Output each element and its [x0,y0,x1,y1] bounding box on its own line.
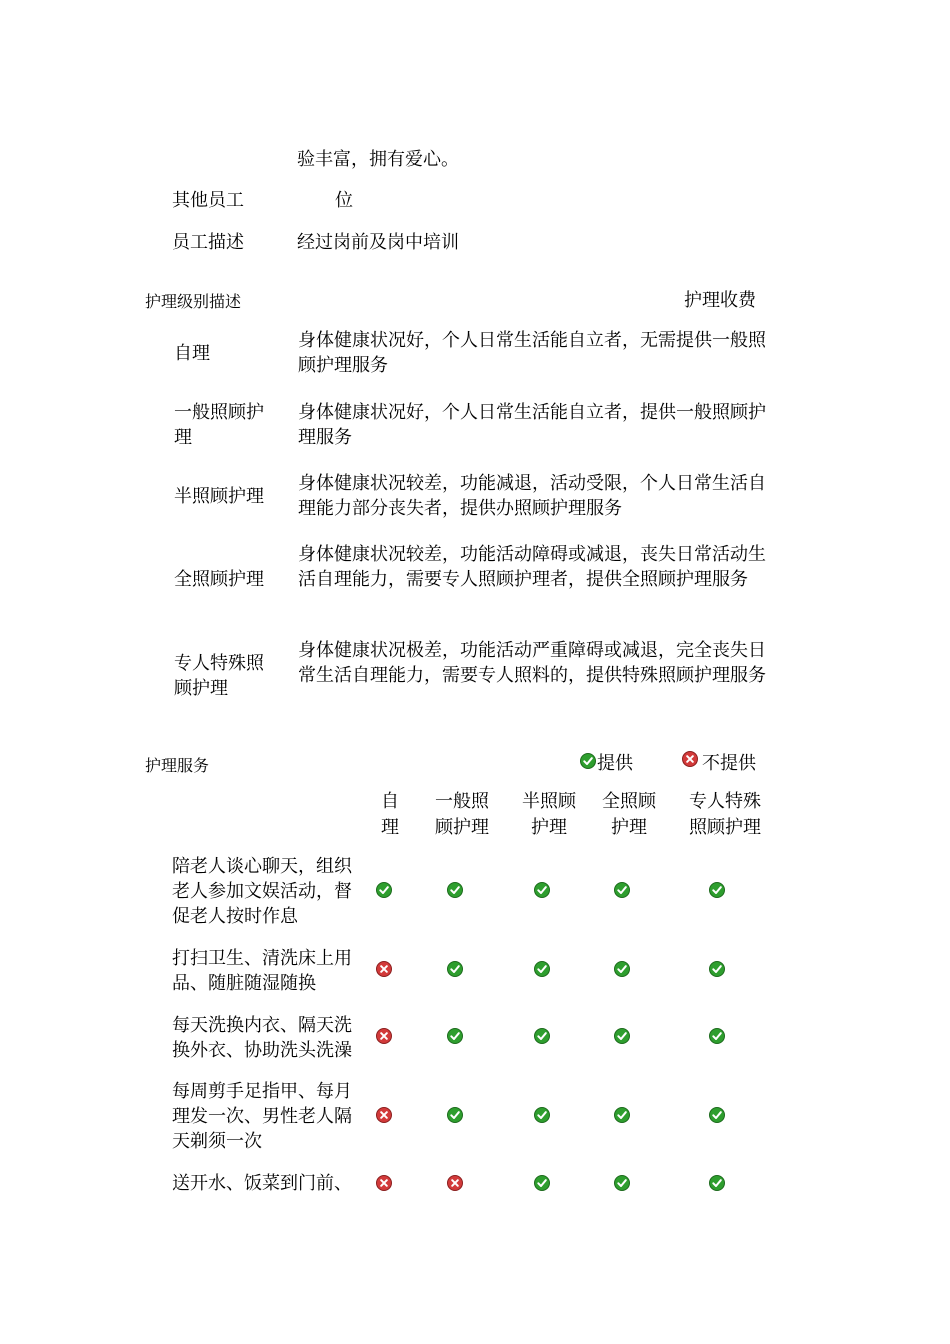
level-name: 一般照顾护理 [174,402,264,448]
cross-icon [682,751,698,767]
cross-icon [376,1107,392,1123]
column-header: 专人特殊照顾护理 [689,791,761,838]
services-header: 护理服务 [145,756,210,775]
service-row-text: 陪老人谈心聊天，组织老人参加文娱活动，督促老人按时作息 [172,856,352,927]
column-header: 一般照顾护理 [435,791,489,838]
check-icon [447,1107,463,1123]
legend-not-provide: 不提供 [702,753,756,774]
cross-icon [376,961,392,977]
legend-provide: 提供 [597,753,633,774]
cross-icon [376,1028,392,1044]
check-icon [580,753,596,769]
check-icon [614,1107,630,1123]
check-icon [709,1107,725,1123]
check-icon [534,1175,550,1191]
column-header: 自理 [381,791,399,838]
service-row-text: 送开水、饭菜到门前、 [172,1173,352,1194]
staff-desc-value: 经过岗前及岗中培训 [297,232,459,253]
check-icon [447,882,463,898]
other-staff-value: 位 [335,190,353,211]
cross-icon [447,1175,463,1191]
level-desc: 身体健康状况极差，功能活动严重障碍或减退，完全丧失日常生活自理能力，需要专人照料的，提供特殊照顾护理服务 [298,640,766,686]
service-row-text: 每天洗换内衣、隔天洗换外衣、协助洗头洗澡 [172,1015,352,1061]
level-desc: 身体健康状况好，个人日常生活能自立者，无需提供一般照顾护理服务 [298,330,766,376]
check-icon [709,1028,725,1044]
check-icon [614,1028,630,1044]
level-name: 全照顾护理 [174,569,264,590]
service-row-text: 打扫卫生、清洗床上用品、随脏随湿随换 [172,948,352,994]
other-staff-label: 其他员工 [172,190,244,211]
cross-icon [376,1175,392,1191]
check-icon [614,961,630,977]
staff-top-line: 验丰富，拥有爱心。 [297,149,459,170]
check-icon [447,1028,463,1044]
fee-header: 护理收费 [684,290,756,311]
level-name: 半照顾护理 [174,486,264,507]
check-icon [709,961,725,977]
service-row-text: 每周剪手足指甲、每月理发一次、男性老人隔天剃须一次 [172,1081,352,1152]
column-header: 全照顾护理 [602,791,656,838]
check-icon [534,1028,550,1044]
check-icon [614,882,630,898]
check-icon [447,961,463,977]
levels-header: 护理级别描述 [145,292,242,311]
level-name: 专人特殊照顾护理 [174,653,264,699]
check-icon [709,1175,725,1191]
level-name: 自理 [174,343,210,364]
level-desc: 身体健康状况较差，功能活动障碍或减退，丧失日常活动生活自理能力，需要专人照顾护理者，提供全照顾护理服务 [298,544,766,590]
level-desc: 身体健康状况较差，功能减退，活动受限，个人日常生活自理能力部分丧失者，提供办照顾护理服务 [298,473,766,519]
check-icon [534,961,550,977]
check-icon [534,882,550,898]
level-desc: 身体健康状况好，个人日常生活能自立者，提供一般照顾护理服务 [298,402,766,448]
check-icon [534,1107,550,1123]
check-icon [709,882,725,898]
check-icon [614,1175,630,1191]
staff-desc-label: 员工描述 [172,232,244,253]
column-header: 半照顾护理 [522,791,576,838]
check-icon [376,882,392,898]
